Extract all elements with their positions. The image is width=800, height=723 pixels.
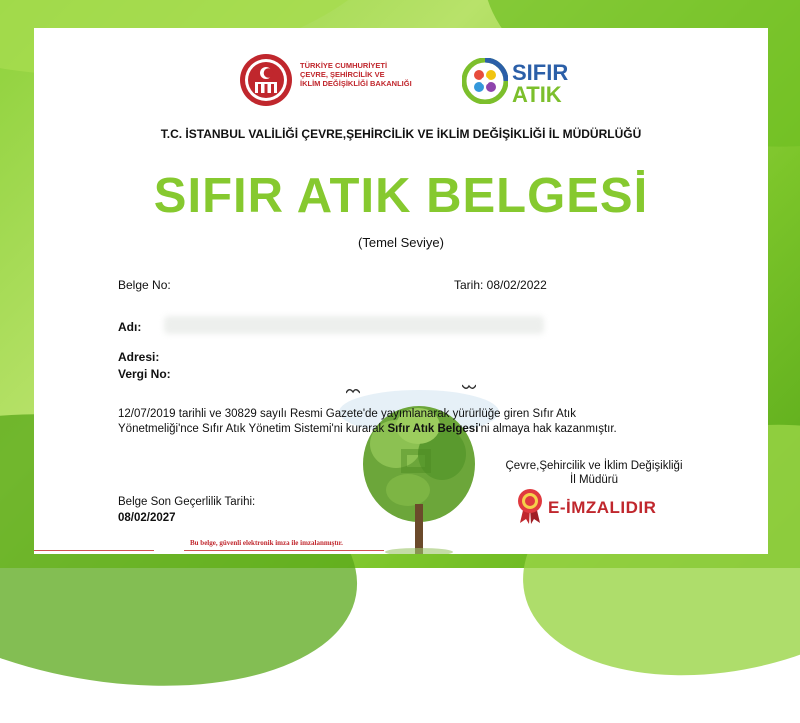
body-line-1: 12/07/2019 tarihli ve 30829 sayılı Resmi Gazete'de yayımlanarak yürürlüğe giren Sıfır Atık <box>118 408 576 420</box>
belge-no-label: Belge No: <box>118 278 171 292</box>
issue-date: Tarih: 08/02/2022 <box>454 278 547 292</box>
footer-line <box>184 550 384 551</box>
certificate-paper <box>34 28 768 554</box>
ministry-name <box>300 61 412 88</box>
signatory-title-line-1: Çevre,Şehircilik ve İklim Değişikliği <box>505 460 683 472</box>
zero-waste-logo-icon <box>462 58 508 104</box>
redacted-name <box>164 316 544 334</box>
bird-icon <box>462 378 476 396</box>
body-line-2 <box>118 422 718 437</box>
award-ribbon-icon <box>516 488 544 524</box>
validity-date: 08/02/2027 <box>118 512 176 524</box>
signatory-title-line-2: İl Müdürü <box>570 474 618 486</box>
certificate-level: (Temel Seviye) <box>358 235 444 250</box>
validity-label: Belge Son Geçerlilik Tarihi: <box>118 496 256 508</box>
directorate-title: T.C. İSTANBUL VALİLİĞİ ÇEVRE,ŞEHİRCİLİK VE İKLİM DEĞİŞİKLİĞİ İL MÜDÜRLÜĞÜ <box>160 127 642 141</box>
tax-number-label: Vergi No: <box>118 367 171 381</box>
body-line-2-start: Yönetmeliği'nce Sıfır Atık Yönetim Sistemi'ni kurarak <box>118 423 388 435</box>
certificate-title: SIFIR ATIK BELGESİ <box>153 169 649 223</box>
bird-icon <box>346 382 360 400</box>
footer-line <box>34 550 154 551</box>
certificate-body <box>118 407 718 437</box>
signatory <box>474 459 714 487</box>
address-label: Adresi: <box>118 350 160 364</box>
logo-sifir: SIFIR <box>512 60 569 85</box>
body-certificate-name: Sıfır Atık Belgesi <box>387 423 479 435</box>
zero-waste-logo-text <box>512 62 568 106</box>
ministry-line-2: ÇEVRE, ŞEHİRCİLİK VE <box>300 70 385 79</box>
ministry-line-1: TÜRKİYE CUMHURİYETİ <box>300 61 388 70</box>
body-line-2-end: 'ni almaya hak kazanmıştır. <box>478 423 617 435</box>
ministry-seal-icon <box>238 52 294 108</box>
e-signature-stamp: E-İMZALIDIR <box>548 498 657 517</box>
logo-atik: ATIK <box>512 82 562 107</box>
ministry-line-3: İKLİM DEĞİŞİKLİĞİ BAKANLIĞI <box>300 79 412 88</box>
footer-note: Bu belge, güvenli elektronik imza ile imzalanmıştır. <box>190 539 343 547</box>
name-label: Adı: <box>118 320 142 334</box>
